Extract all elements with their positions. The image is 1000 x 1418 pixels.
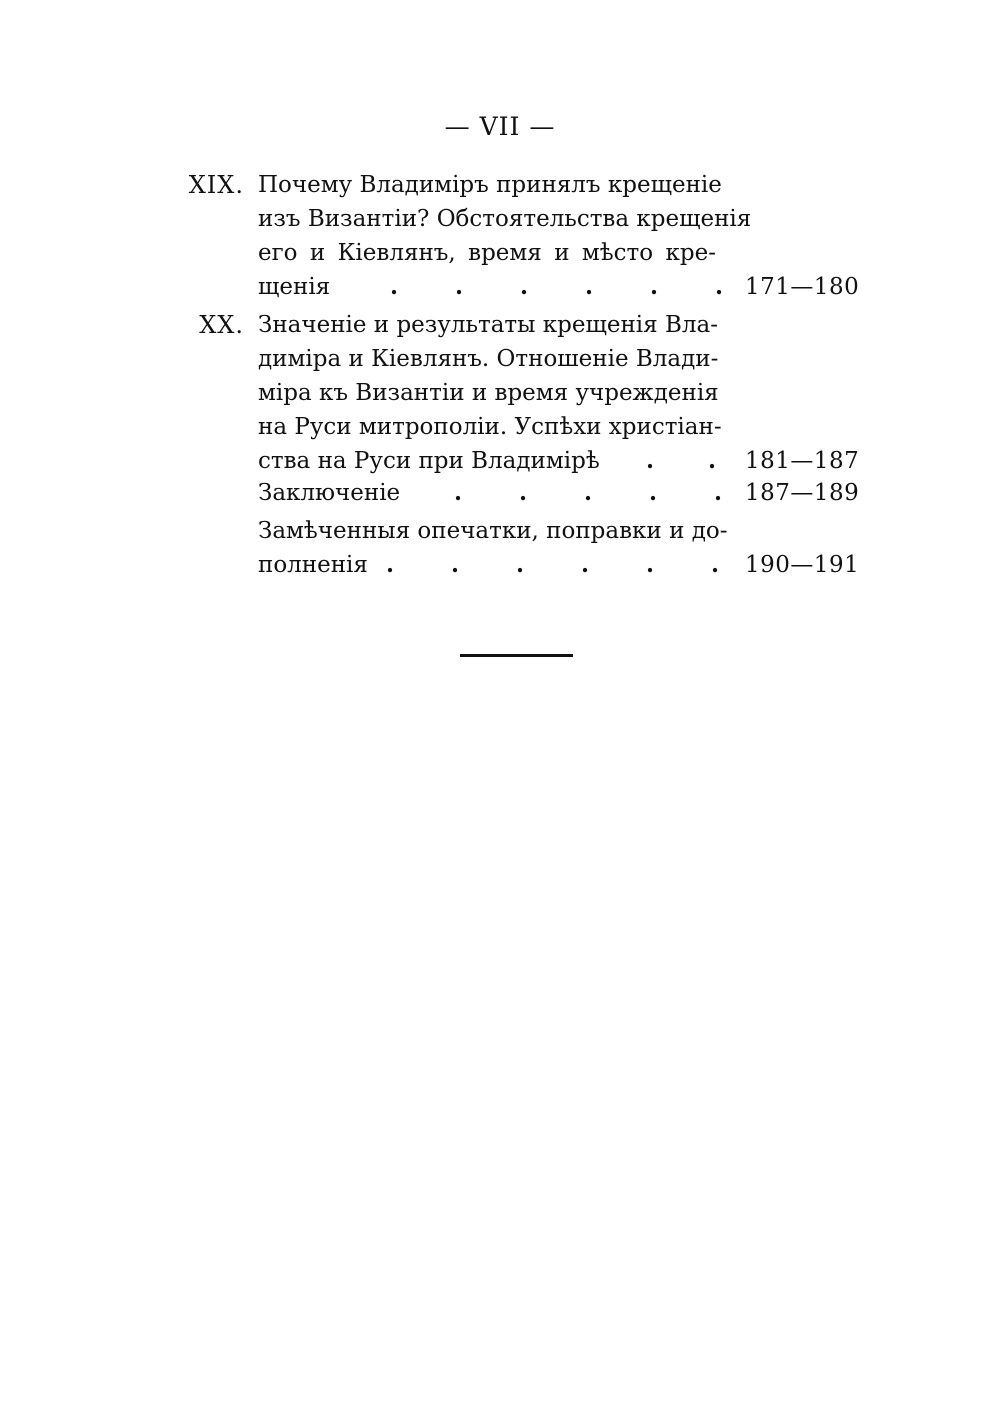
toc-entry-line: диміра и Кіевлянъ. Отношеніе Влади- <box>258 346 719 372</box>
toc-entry-line: щенія <box>258 274 331 300</box>
toc-entry-number: XIX. <box>188 171 244 199</box>
toc-entry-line: міра къ Византіи и время учрежденія <box>258 380 719 406</box>
toc-entry-title <box>258 168 752 304</box>
toc-entry-number: XX. <box>199 311 244 339</box>
leader-dots: . . . . . . <box>386 551 720 578</box>
toc-entry-errata <box>0 514 1000 582</box>
toc-entry-line: изъ Византіи? Обстоятельства крещенія <box>258 206 752 232</box>
closing-rule <box>460 654 573 657</box>
toc-entry-line: на Руси митрополіи. Успѣхи христіан- <box>258 414 722 440</box>
toc-entry-pages: 190—191 <box>745 552 860 578</box>
toc-entry-pages: 187—189 <box>745 480 860 506</box>
toc-entry-line: Замѣченныя опечатки, поправки и до- <box>258 518 728 544</box>
toc-entry-xx <box>0 308 1000 478</box>
toc-entry-title <box>258 476 723 510</box>
toc-entry-xix <box>0 168 1000 304</box>
toc-entry-line: полненія <box>258 552 368 578</box>
toc-entry-pages: 171—180 <box>745 274 860 300</box>
toc-entry-pages: 181—187 <box>745 448 860 474</box>
toc-entry-last-line <box>258 444 716 478</box>
toc-entry-line: его и Кіевлянъ, время и мѣсто кре- <box>258 240 716 266</box>
toc-entry-line: Значеніе и результаты крещенія Вла- <box>258 312 718 338</box>
toc-entry-title <box>258 308 722 478</box>
toc-entry-last-line <box>258 270 724 304</box>
toc-entry-line: ства на Руси при Владимірѣ <box>258 448 600 474</box>
page-number: — VII — <box>444 112 556 141</box>
toc-entry-line: Заключеніе <box>258 480 401 506</box>
toc-entry-last-line <box>258 548 720 582</box>
toc-entry-title <box>258 514 728 582</box>
leader-dots: . . . . . <box>454 479 723 506</box>
toc-entry-last-line <box>258 476 723 510</box>
toc-entry-line: Почему Владиміръ принялъ крещеніе <box>258 172 722 198</box>
toc-entry-conclusion <box>0 476 1000 510</box>
leader-dots: . . . . . . <box>390 273 724 300</box>
leader-dots: . . <box>646 447 717 474</box>
